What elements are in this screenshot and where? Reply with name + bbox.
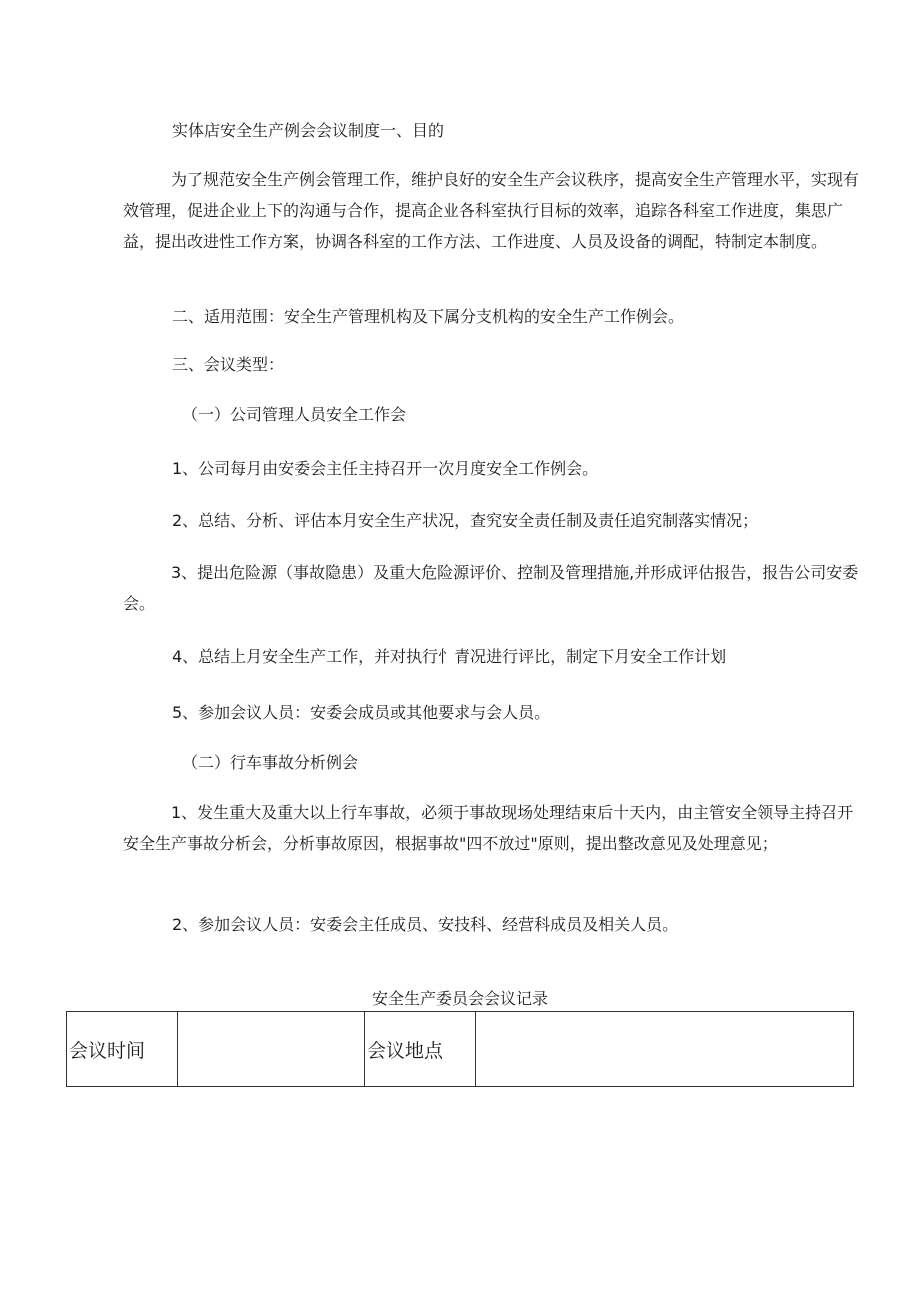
meeting1-item-2: 2、总结、分析、评估本月安全生产状况，查究安全责任制及责任追究制落实情况； bbox=[172, 511, 759, 530]
types-heading: 三、会议类型： bbox=[172, 355, 285, 374]
meeting2-item-2: 2、参加会议人员：安委会主任成员、安技科、经营科成员及相关人员。 bbox=[172, 915, 679, 934]
meeting1-heading: （一）公司管理人员安全工作会 bbox=[182, 405, 407, 424]
meeting1-item-3: 3、提出危险源（事故隐患）及重大危险源评价、控制及管理措施,并形成评估报告，报告公司安委会。 bbox=[123, 563, 859, 613]
place-value-cell[interactable] bbox=[476, 1012, 854, 1087]
meeting1-item-4: 4、总结上月安全生产工作，并对执行忄青况进行评比，制定下月安全工作计划 bbox=[172, 647, 727, 666]
scope-section: 二、适用范围：安全生产管理机构及下属分支机构的安全生产工作例会。 bbox=[172, 307, 685, 326]
place-label-cell: 会议地点 bbox=[365, 1012, 476, 1087]
record-table-caption: 安全生产委员会会议记录 bbox=[371, 989, 548, 1008]
time-label-cell: 会议时间 bbox=[67, 1012, 178, 1087]
table-row bbox=[67, 1012, 854, 1087]
meeting2-heading: （二）行车事故分析例会 bbox=[182, 753, 359, 772]
meeting1-item-1: 1、公司每月由安委会主任主持召开一次月度安全工作例会。 bbox=[172, 459, 599, 478]
purpose-paragraph: 为了规范安全生产例会管理工作，维护良好的安全生产会议秩序，提高安全生产管理水平，实现有效管理，促进企业上下的沟通与合作，提高企业各科室执行目标的效率，追踪各科室工作进度，集思广益，提出改进性工作方案，协调各科室的工作方法、工作进度、人员及设备的调配，特制定本制度。 bbox=[123, 170, 860, 251]
record-table bbox=[66, 1011, 854, 1087]
time-value-cell[interactable] bbox=[178, 1012, 365, 1087]
document-title: 实体店安全生产例会会议制度一、目的 bbox=[172, 121, 445, 140]
meeting1-item-5: 5、参加会议人员：安委会成员或其他要求与会人员。 bbox=[172, 703, 551, 722]
meeting2-item-1: 1、发生重大及重大以上行车事故，必须于事故现场处理结束后十天内，由主管安全领导主持召开安全生产事故分析会，分析事故原因，根据事故"四不放过"原则，提出整改意见及处理意见； bbox=[123, 803, 854, 853]
